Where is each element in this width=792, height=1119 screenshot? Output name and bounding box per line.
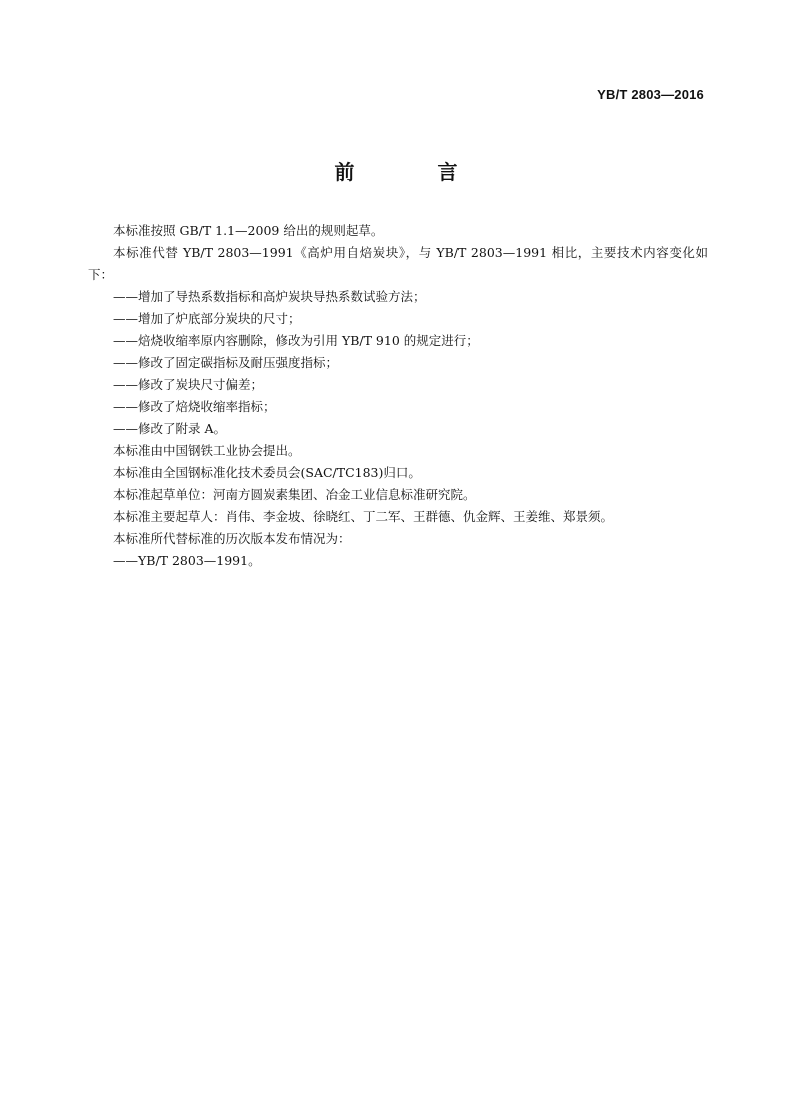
document-body [88, 220, 708, 572]
paragraph-drafters: 本标准主要起草人：肖伟、李金坡、徐晓红、丁二军、王群德、仇金辉、王姜维、郑景须。 [113, 509, 614, 524]
list-item-change: ——焙烧收缩率原内容删除，修改为引用 YB/T 910 的规定进行； [113, 333, 479, 348]
paragraph-drafting-units: 本标准起草单位：河南方圆炭素集团、冶金工业信息标准研究院。 [113, 487, 476, 502]
paragraph-replaces: 本标准代替 YB/T 2803—1991《高炉用自焙炭块》，与 YB/T 2803—1991 相比，主要技术内容变化如下： [88, 245, 708, 282]
list-item-change: ——修改了固定碳指标及耐压强度指标； [113, 355, 339, 370]
paragraph-drafting-rules: 本标准按照 GB/T 1.1—2009 给出的规则起草。 [113, 223, 384, 238]
paragraph-previous-versions: 本标准所代替标准的历次版本发布情况为： [113, 531, 351, 546]
standard-code: YB/T 2803—2016 [597, 87, 704, 102]
list-item-change: ——增加了炉底部分炭块的尺寸； [113, 311, 301, 326]
list-item-change: ——修改了附录 A。 [113, 421, 227, 436]
page-title: 前 言 [334, 160, 496, 184]
list-item-change: ——增加了导热系数指标和高炉炭块导热系数试验方法； [113, 289, 426, 304]
paragraph-proposed-by: 本标准由中国钢铁工业协会提出。 [113, 443, 301, 458]
list-item-previous-version: ——YB/T 2803—1991。 [113, 553, 261, 568]
paragraph-centralized-by: 本标准由全国钢标准化技术委员会(SAC/TC183)归口。 [113, 465, 421, 480]
list-item-change: ——修改了炭块尺寸偏差； [113, 377, 264, 392]
list-item-change: ——修改了焙烧收缩率指标； [113, 399, 276, 414]
